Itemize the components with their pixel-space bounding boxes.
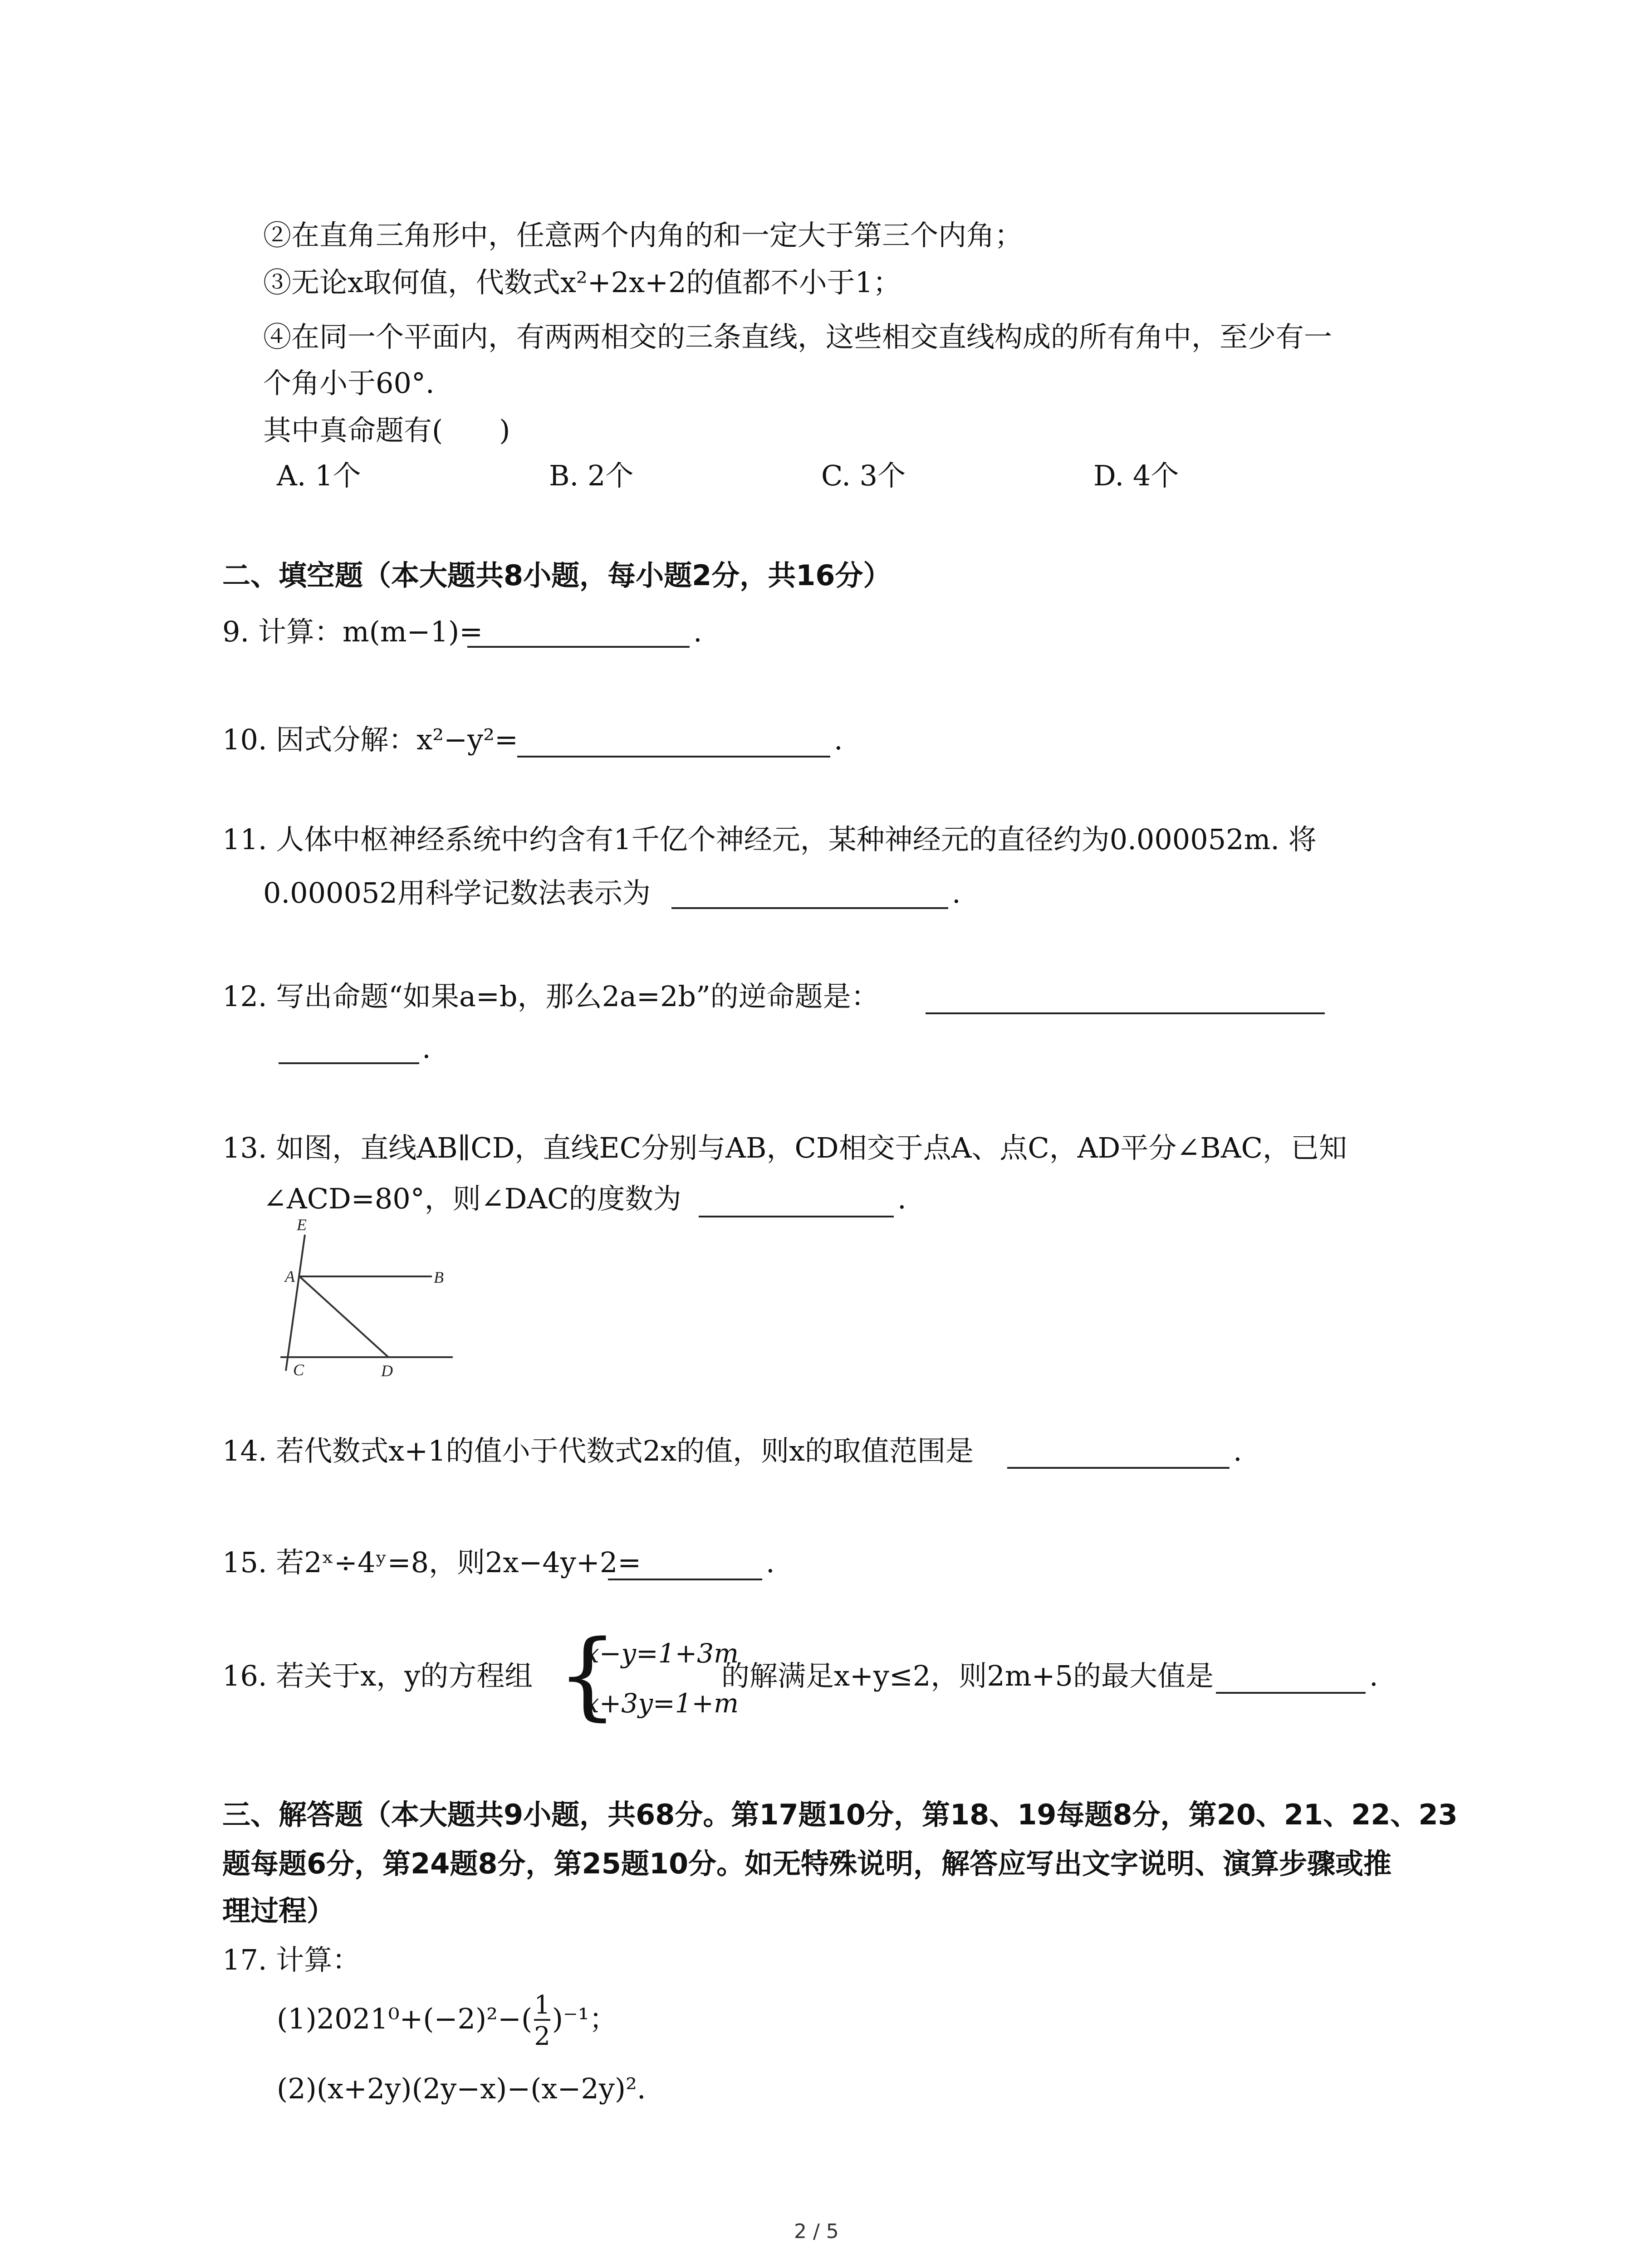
fraction-numerator: 1 — [534, 1990, 550, 2020]
q10-answer-blank — [517, 756, 830, 758]
q14-period: . — [1233, 1434, 1242, 1467]
q16-answer-blank — [1216, 1692, 1366, 1694]
q8-statement-4-line2: 个角小于60°. — [263, 367, 435, 400]
q10-text: 10. 因式分解：x²−y²= — [222, 723, 518, 756]
q11-answer-blank — [671, 907, 948, 909]
q12-answer-blank-2 — [279, 1062, 419, 1064]
q15-text: 15. 若2ˣ÷4ʸ=8，则2x−4y+2= — [222, 1546, 642, 1579]
fraction-denominator: 2 — [534, 2019, 550, 2050]
q8-statement-2: ②在直角三角形中，任意两个内角的和一定大于第三个内角； — [263, 219, 1023, 252]
q8-option-a: A. 1个 — [277, 459, 361, 492]
section2-title: 二、填空题（本大题共8小题，每小题2分，共16分） — [222, 559, 892, 592]
page-number: 2 / 5 — [794, 2220, 839, 2243]
q16-suffix: 的解满足x+y≤2，则2m+5的最大值是 — [721, 1659, 1214, 1692]
q12-answer-blank-1 — [926, 1012, 1325, 1014]
q8-statement-4-line1: ④在同一个平面内，有两两相交的三条直线，这些相交直线构成的所有角中，至少有一 — [263, 320, 1332, 353]
q8-statement-3: ③无论x取何值，代数式x²+2x+2的值都不小于1； — [263, 266, 901, 299]
q9-answer-blank — [467, 646, 690, 648]
q8-option-d: D. 4个 — [1093, 459, 1179, 492]
q14-answer-blank — [1007, 1467, 1230, 1469]
q16-period: . — [1369, 1659, 1378, 1692]
q17-part1-prefix: (1)2021⁰+(−2)²−( — [277, 2002, 533, 2035]
q17-part1 — [277, 1992, 617, 2050]
q13-answer-blank — [699, 1216, 894, 1217]
q12-text: 12. 写出命题“如果a=b，那么2a=2b”的逆命题是： — [222, 980, 879, 1013]
q13-geometry-figure — [272, 1211, 463, 1383]
q16-left-brace: { — [557, 1619, 618, 1730]
q13-line1: 13. 如图，直线AB∥CD，直线EC分别与AB，CD相交于点A、点C，AD平分∠BAC，已知 — [222, 1131, 1347, 1164]
q16-prefix: 16. 若关于x，y的方程组 — [222, 1659, 533, 1692]
q13-line2: ∠ACD=80°，则∠DAC的度数为 — [263, 1182, 681, 1215]
q17-part2: (2)(x+2y)(2y−x)−(x−2y)². — [277, 2072, 646, 2105]
q15-period: . — [766, 1546, 775, 1579]
q11-line1: 11. 人体中枢神经系统中约含有1千亿个神经元，某种神经元的直径约为0.000052m. 将 — [222, 823, 1317, 856]
q17-text: 17. 计算： — [222, 1943, 361, 1976]
q8-option-c: C. 3个 — [821, 459, 906, 492]
q11-period: . — [952, 876, 961, 909]
label-a: A — [285, 1267, 295, 1286]
section3-title-line3: 理过程） — [222, 1894, 335, 1927]
section3-title-line2: 题每题6分，第24题8分，第25题10分。如无特殊说明，解答应写出文字说明、演算步骤或推 — [222, 1847, 1392, 1880]
q8-option-b: B. 2个 — [549, 459, 634, 492]
q15-answer-blank — [608, 1579, 762, 1580]
q14-text: 14. 若代数式x+1的值小于代数式2x的值，则x的取值范围是 — [222, 1434, 974, 1467]
q16-equation-2: x+3y=1+m — [584, 1688, 739, 1719]
q17-part1-suffix: )⁻¹； — [552, 2002, 617, 2035]
q9-period: . — [693, 615, 702, 648]
label-e: E — [297, 1216, 307, 1234]
q16-equation-1: x−y=1+3m — [584, 1638, 739, 1669]
q12-period: . — [422, 1031, 431, 1065]
label-c: C — [293, 1361, 304, 1379]
section3-title-line1: 三、解答题（本大题共9小题，共68分。第17题10分，第18、19每题8分，第20、21、22、23 — [222, 1798, 1458, 1831]
line-ad — [299, 1276, 388, 1357]
q17-part1-fraction — [534, 1992, 550, 2050]
q11-line2: 0.000052用科学记数法表示为 — [263, 876, 651, 909]
q8-question: 其中真命题有( ) — [263, 414, 510, 447]
label-b: B — [434, 1268, 444, 1286]
q9-text: 9. 计算：m(m−1)= — [222, 615, 483, 648]
line-ec — [286, 1235, 305, 1371]
q13-period: . — [897, 1182, 906, 1215]
q10-period: . — [834, 723, 843, 756]
label-d: D — [381, 1362, 393, 1380]
